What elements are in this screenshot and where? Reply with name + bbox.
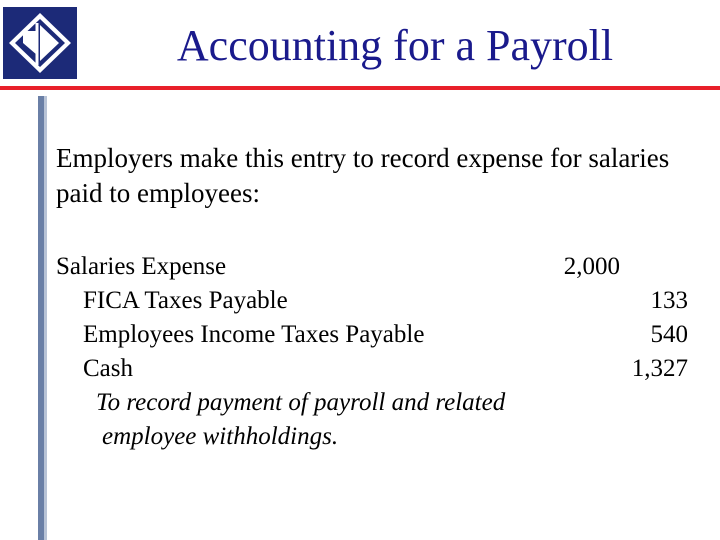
entry-account: Employees Income Taxes Payable bbox=[83, 321, 425, 348]
entry-credit: 540 bbox=[650, 321, 688, 348]
entry-line bbox=[56, 284, 688, 318]
entry-credit: 1,327 bbox=[631, 355, 688, 382]
intro-text: Employers make this entry to record expense for salaries paid to employees: bbox=[56, 143, 670, 208]
entry-account: Salaries Expense bbox=[56, 253, 227, 280]
entry-memo: To record payment of payroll and related bbox=[96, 389, 506, 416]
side-bar-highlight bbox=[44, 96, 47, 540]
entry-account: FICA Taxes Payable bbox=[83, 287, 288, 314]
entry-memo: employee withholdings. bbox=[102, 423, 339, 450]
slide-title: Accounting for a Payroll bbox=[176, 21, 614, 70]
entry-line bbox=[56, 318, 688, 352]
logo-icon bbox=[3, 7, 77, 79]
entry-line bbox=[56, 352, 688, 386]
entry-account: Cash bbox=[83, 355, 133, 382]
entry-debit: 2,000 bbox=[563, 253, 620, 280]
title-divider bbox=[0, 86, 720, 90]
entry-line bbox=[56, 250, 706, 284]
entry-credit: 133 bbox=[650, 287, 688, 314]
